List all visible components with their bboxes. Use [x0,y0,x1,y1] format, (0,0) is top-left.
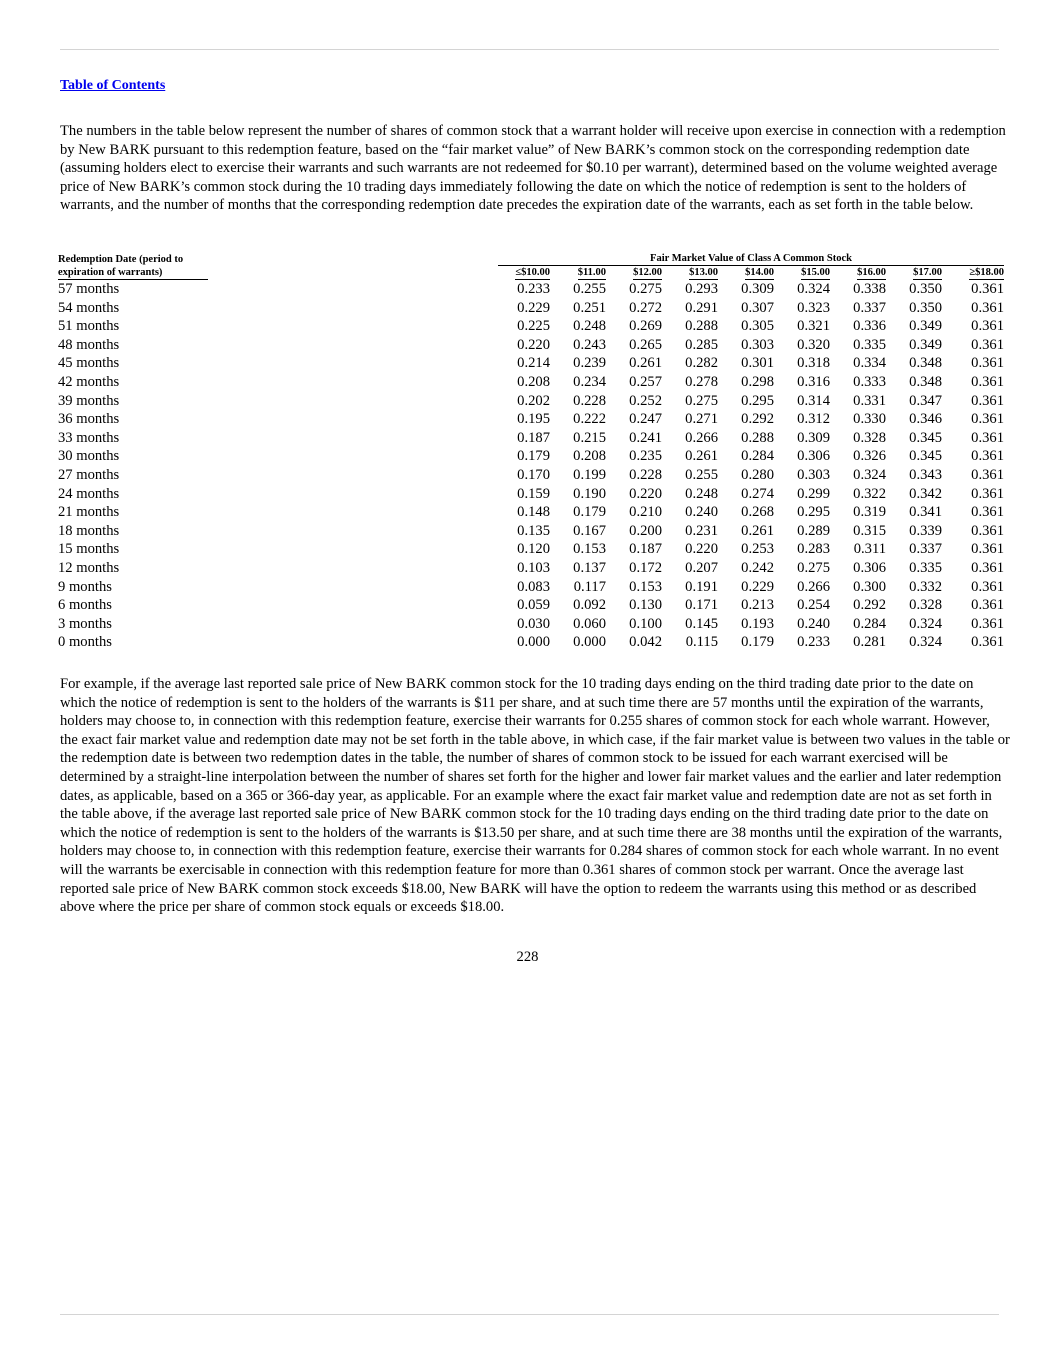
table-cell: 0.350 [909,281,942,297]
table-cell: 0.361 [971,466,1004,483]
table-cell: 0.291 [685,299,718,316]
table-cell: 0.326 [853,448,886,465]
bottom-divider [60,1314,999,1315]
row-header-line2: expiration of warrants) [58,266,208,280]
table-row [58,503,1004,522]
table-cell: 0.347 [909,392,942,409]
table-cell: 0.278 [685,373,718,390]
table-row [58,336,1004,355]
table-cell: 0.191 [685,578,718,595]
column-header [606,266,662,280]
table-cell: 0.281 [853,634,886,651]
table-cell: 0.228 [573,392,606,409]
table-cell: 0.187 [629,541,662,558]
table-cell: 0.361 [971,615,1004,632]
table-cell: 0.120 [517,541,550,558]
table-cell: 0.215 [573,429,606,446]
table-cell: 0.309 [797,429,830,446]
table-cell: 0.314 [797,392,830,409]
table-cell: 0.331 [853,392,886,409]
row-header [58,253,498,280]
table-row [58,559,1004,578]
table-cell: 0.361 [971,634,1004,651]
row-label: 0 months [58,634,112,651]
table-cell: 0.240 [685,504,718,521]
row-label: 39 months [58,392,120,409]
table-cell: 0.333 [853,373,886,390]
table-cell: 0.343 [909,466,942,483]
redemption-table [58,253,1004,652]
table-cell: 0.153 [629,578,662,595]
table-cell: 0.261 [685,448,718,465]
table-cell: 0.000 [573,634,606,651]
row-label: 12 months [58,559,120,576]
table-cell: 0.159 [517,485,550,502]
table-cell: 0.030 [517,615,550,632]
row-label: 24 months [58,485,120,502]
table-cell: 0.233 [517,281,550,297]
table-cell: 0.130 [629,597,662,614]
row-label: 21 months [58,504,120,521]
table-cell: 0.269 [629,318,662,335]
table-cell: 0.234 [573,373,606,390]
table-cell: 0.341 [909,504,942,521]
table-header [58,253,1004,280]
table-cell: 0.315 [853,522,886,539]
example-paragraph: For example, if the average last reported sale price of New BARK common stock for the 10 trading days ending on the third trading date prior to the date on which the notice of redemption is sent to the holders of the warrants is $11 per share, and at such time there are 57 months until the expiration of the warrants, holders may choose to, in connection with this redemption feature, exercise their warrants for 0.255 shares of common stock for each whole warrant. However, the exact fair market value and redemption date may not be set forth in the table above, in which case, if the fair market value is between two values in the table or the redemption date is between two redemption dates in the table, the number of shares of common stock to be issued for each warrant exercised will be determined by a straight-line interpolation between the number of shares set forth for the higher and lower fair market values and the earlier and later redemption dates, as applicable, based on a 365 or 366-day year, as applicable. For an example where the exact fair market value and redemption date are not as set forth in the table above, if the average last reported sale price of New BARK common stock for the 10 trading days ending on the third trading date prior to the date on which the notice of redemption is sent to the holders of the warrants is $13.50 per share, and at such time there are 38 months until the expiration of the warrants, holders may choose to, in connection with this redemption feature, exercise their warrants for 0.284 shares of common stock for each whole warrant. In no event will the warrants be exercisable in connection with this redemption feature for more than 0.361 shares of common stock per warrant. Once the average last reported sale price of New BARK common stock exceeds $18.00, New BARK will have the option to redeem the warrants using this method or as described above where the price per share of common stock equals or exceeds $18.00. [60,676,1010,916]
table-cell: 0.228 [629,466,662,483]
table-cell: 0.145 [685,615,718,632]
column-header-label: $16.00 [857,267,886,278]
column-header [774,266,830,280]
table-cell: 0.248 [573,318,606,335]
table-cell: 0.153 [573,541,606,558]
table-cell: 0.289 [797,522,830,539]
table-row [58,633,1004,652]
table-row [58,615,1004,634]
table-cell: 0.361 [971,597,1004,614]
table-cell: 0.275 [797,559,830,576]
table-cell: 0.199 [573,466,606,483]
table-cell: 0.303 [741,336,774,353]
table-cell: 0.261 [741,522,774,539]
table-cell: 0.321 [797,318,830,335]
table-cell: 0.328 [909,597,942,614]
table-cell: 0.172 [629,559,662,576]
table-cell: 0.225 [517,318,550,335]
table-cell: 0.342 [909,485,942,502]
table-cell: 0.213 [741,597,774,614]
table-cell: 0.324 [909,634,942,651]
table-cell: 0.170 [517,466,550,483]
table-cell: 0.330 [853,411,886,428]
table-cell: 0.193 [741,615,774,632]
table-cell: 0.190 [573,485,606,502]
table-cell: 0.282 [685,355,718,372]
table-of-contents-link[interactable]: Table of Contents [60,78,166,93]
table-cell: 0.319 [853,504,886,521]
table-cell: 0.288 [685,318,718,335]
column-header-label: $17.00 [913,267,942,278]
table-cell: 0.284 [741,448,774,465]
table-row [58,373,1004,392]
table-cell: 0.361 [971,578,1004,595]
table-row [58,447,1004,466]
table-cell: 0.337 [853,299,886,316]
table-cell: 0.361 [971,411,1004,428]
table-cell: 0.220 [517,336,550,353]
table-cell: 0.284 [853,615,886,632]
column-header-label: $12.00 [633,267,662,278]
table-cell: 0.208 [517,373,550,390]
table-cell: 0.251 [573,299,606,316]
table-cell: 0.275 [629,281,662,297]
column-header [550,266,606,280]
row-label: 48 months [58,336,120,353]
table-cell: 0.210 [629,504,662,521]
row-label: 51 months [58,318,120,335]
table-cell: 0.295 [741,392,774,409]
table-cell: 0.275 [685,392,718,409]
table-row [58,485,1004,504]
table-cell: 0.253 [741,541,774,558]
table-cell: 0.274 [741,485,774,502]
row-label: 36 months [58,411,120,428]
table-cell: 0.349 [909,336,942,353]
table-cell: 0.266 [685,429,718,446]
table-cell: 0.220 [685,541,718,558]
table-row [58,317,1004,336]
table-cell: 0.312 [797,411,830,428]
table-cell: 0.311 [853,541,886,558]
table-cell: 0.316 [797,373,830,390]
table-cell: 0.222 [573,411,606,428]
table-cell: 0.345 [909,448,942,465]
row-label: 33 months [58,429,120,446]
table-cell: 0.233 [797,634,830,651]
table-cell: 0.361 [971,429,1004,446]
table-cell: 0.272 [629,299,662,316]
table-cell: 0.306 [797,448,830,465]
table-cell: 0.361 [971,299,1004,316]
table-cell: 0.292 [741,411,774,428]
table-cell: 0.361 [971,522,1004,539]
table-cell: 0.271 [685,411,718,428]
table-cell: 0.335 [909,559,942,576]
row-label: 54 months [58,299,120,316]
row-label: 42 months [58,373,120,390]
table-cell: 0.292 [853,597,886,614]
table-cell: 0.179 [741,634,774,651]
table-cell: 0.320 [797,336,830,353]
table-cell: 0.348 [909,355,942,372]
table-cell: 0.336 [853,318,886,335]
table-cell: 0.252 [629,392,662,409]
table-cell: 0.361 [971,373,1004,390]
intro-paragraph: The numbers in the table below represent the number of shares of common stock that a warrant holder will receive upon exercise in connection with a redemption by New BARK pursuant to this redemption feature, based on the “fair market value” of New BARK’s common stock on the corresponding redemption date (assuming holders elect to exercise their warrants and such warrants are not redeemed for $0.10 per warrant), determined based on the volume weighted average price of New BARK’s common stock during the 10 trading days immediately following the date on which the notice of redemption is sent to the holders of warrants, and the number of months that the corresponding redemption date precedes the expiration date of the warrants, each as set forth in the table below. [60,123,1006,214]
table-cell: 0.307 [741,299,774,316]
table-cell: 0.200 [629,522,662,539]
table-cell: 0.115 [685,634,718,651]
column-header [886,266,942,280]
table-body [58,280,1004,652]
table-cell: 0.254 [797,597,830,614]
table-cell: 0.339 [909,522,942,539]
table-cell: 0.361 [971,448,1004,465]
table-cell: 0.298 [741,373,774,390]
table-cell: 0.248 [685,485,718,502]
table-cell: 0.214 [517,355,550,372]
table-cell: 0.255 [685,466,718,483]
table-row [58,522,1004,541]
top-divider [60,49,999,50]
table-cell: 0.322 [853,485,886,502]
column-header-label: $13.00 [689,267,718,278]
table-cell: 0.361 [971,504,1004,521]
table-cell: 0.324 [797,281,830,297]
table-cell: 0.103 [517,559,550,576]
table-cell: 0.318 [797,355,830,372]
table-cell: 0.247 [629,411,662,428]
table-cell: 0.361 [971,336,1004,353]
table-cell: 0.257 [629,373,662,390]
table-row [58,354,1004,373]
table-cell: 0.167 [573,522,606,539]
table-cell: 0.361 [971,355,1004,372]
table-row [58,410,1004,429]
table-cell: 0.309 [741,281,774,297]
table-cell: 0.305 [741,318,774,335]
table-cell: 0.323 [797,299,830,316]
table-cell: 0.300 [853,578,886,595]
table-cell: 0.239 [573,355,606,372]
table-cell: 0.137 [573,559,606,576]
table-cell: 0.208 [573,448,606,465]
table-cell: 0.179 [517,448,550,465]
column-header [942,266,1004,280]
table-cell: 0.349 [909,318,942,335]
table-row [58,578,1004,597]
table-cell: 0.083 [517,578,550,595]
table-cell: 0.328 [853,429,886,446]
table-cell: 0.337 [909,541,942,558]
table-cell: 0.187 [517,429,550,446]
table-cell: 0.220 [629,485,662,502]
table-cell: 0.334 [853,355,886,372]
row-label: 3 months [58,615,112,632]
table-cell: 0.346 [909,411,942,428]
table-cell: 0.361 [971,281,1004,297]
table-cell: 0.285 [685,336,718,353]
table-cell: 0.361 [971,392,1004,409]
table-cell: 0.361 [971,485,1004,502]
table-cell: 0.306 [853,559,886,576]
row-label: 57 months [58,281,120,297]
table-cell: 0.255 [573,281,606,297]
table-row [58,540,1004,559]
table-cell: 0.303 [797,466,830,483]
column-header [830,266,886,280]
table-cell: 0.059 [517,597,550,614]
table-cell: 0.324 [909,615,942,632]
table-cell: 0.229 [741,578,774,595]
table-row [58,392,1004,411]
column-header-label: ≥$18.00 [969,267,1004,278]
table-cell: 0.243 [573,336,606,353]
table-cell: 0.135 [517,522,550,539]
column-header-label: $11.00 [577,267,606,278]
table-cell: 0.231 [685,522,718,539]
page-number: 228 [516,949,539,965]
table-cell: 0.288 [741,429,774,446]
table-cell: 0.060 [573,615,606,632]
table-cell: 0.092 [573,597,606,614]
table-cell: 0.100 [629,615,662,632]
table-cell: 0.350 [909,299,942,316]
row-label: 9 months [58,578,112,595]
table-cell: 0.301 [741,355,774,372]
table-cell: 0.202 [517,392,550,409]
table-cell: 0.338 [853,281,886,297]
table-cell: 0.335 [853,336,886,353]
table-cell: 0.324 [853,466,886,483]
table-cell: 0.148 [517,504,550,521]
table-cell: 0.242 [741,559,774,576]
table-cell: 0.295 [797,504,830,521]
table-row [58,466,1004,485]
column-header [498,266,550,280]
table-row [58,299,1004,318]
table-cell: 0.332 [909,578,942,595]
table-cell: 0.293 [685,281,718,297]
row-label: 15 months [58,541,120,558]
row-label: 27 months [58,466,120,483]
table-cell: 0.361 [971,541,1004,558]
table-cell: 0.348 [909,373,942,390]
table-cell: 0.345 [909,429,942,446]
table-cell: 0.195 [517,411,550,428]
column-header-label: $15.00 [801,267,830,278]
table-cell: 0.361 [971,559,1004,576]
table-cell: 0.283 [797,541,830,558]
row-label: 30 months [58,448,120,465]
table-cell: 0.261 [629,355,662,372]
fair-market-value-group-header: Fair Market Value of Class A Common Stock [498,253,1004,266]
row-label: 45 months [58,355,120,372]
table-row [58,280,1004,299]
table-cell: 0.280 [741,466,774,483]
row-label: 18 months [58,522,120,539]
table-cell: 0.207 [685,559,718,576]
column-header [662,266,718,280]
table-cell: 0.171 [685,597,718,614]
table-cell: 0.229 [517,299,550,316]
table-cell: 0.361 [971,318,1004,335]
table-cell: 0.241 [629,429,662,446]
table-row [58,596,1004,615]
table-cell: 0.299 [797,485,830,502]
table-cell: 0.042 [629,634,662,651]
table-cell: 0.240 [797,615,830,632]
table-cell: 0.179 [573,504,606,521]
row-label: 6 months [58,597,112,614]
column-header-label: $14.00 [745,267,774,278]
column-header [718,266,774,280]
row-header-line1: Redemption Date (period to [58,254,184,265]
table-cell: 0.266 [797,578,830,595]
table-cell: 0.265 [629,336,662,353]
table-cell: 0.000 [517,634,550,651]
table-cell: 0.235 [629,448,662,465]
table-cell: 0.268 [741,504,774,521]
table-row [58,429,1004,448]
column-header-label: ≤$10.00 [515,267,550,278]
table-cell: 0.117 [573,578,606,595]
